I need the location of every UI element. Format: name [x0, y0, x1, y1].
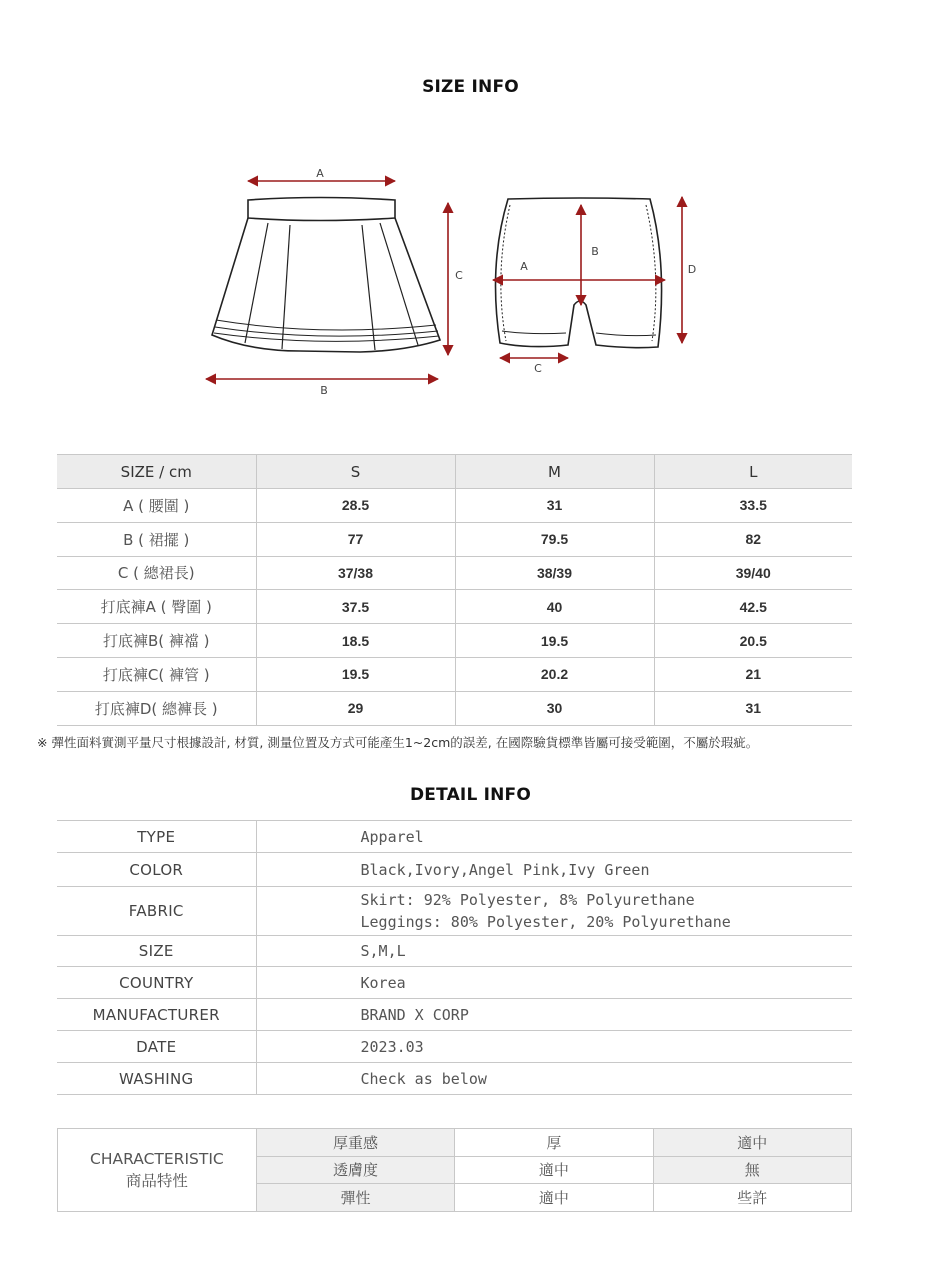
detail-key: SIZE	[57, 936, 256, 967]
value-cell: 79.5	[455, 522, 654, 556]
table-row	[57, 522, 852, 556]
size-header-label: SIZE / cm	[57, 455, 256, 489]
detail-row-fabric	[57, 887, 852, 936]
detail-value	[256, 967, 852, 999]
size-info-title: SIZE INFO	[422, 77, 519, 97]
size-header-s: S	[256, 455, 455, 489]
size-table	[57, 454, 852, 726]
value-cell: 21	[654, 657, 852, 691]
value-cell: 37/38	[256, 556, 455, 590]
detail-info-title: DETAIL INFO	[409, 785, 532, 805]
characteristic-option: 適中	[455, 1156, 653, 1184]
detail-value-line: Apparel	[360, 827, 424, 846]
value-cell: 38/39	[455, 556, 654, 590]
value-cell: 30	[455, 691, 654, 725]
detail-value	[256, 887, 852, 936]
row-label: A ( 腰圍 )	[57, 489, 256, 523]
leggings-label-d: D	[687, 263, 697, 276]
characteristic-table	[57, 1128, 852, 1212]
detail-key: DATE	[57, 1031, 256, 1063]
size-header-m: M	[455, 455, 654, 489]
detail-row-color	[57, 853, 852, 887]
detail-row-size	[57, 936, 852, 967]
characteristic-option: 適中	[455, 1184, 653, 1212]
detail-value-line: S,M,L	[360, 942, 406, 960]
detail-value-line: Leggings: 80% Polyester, 20% Polyurethane	[360, 913, 731, 931]
characteristic-label	[58, 1129, 257, 1212]
detail-value	[256, 999, 852, 1031]
value-cell: 28.5	[256, 489, 455, 523]
characteristic-name: 透膚度	[256, 1156, 454, 1184]
value-cell: 19.5	[256, 657, 455, 691]
characteristic-label-zh: 商品特性	[125, 1171, 188, 1190]
table-row	[57, 556, 852, 590]
skirt-label-c: C	[455, 269, 463, 282]
skirt-label-b: B	[320, 384, 328, 397]
detail-key: WASHING	[57, 1063, 256, 1095]
value-cell: 33.5	[654, 489, 852, 523]
characteristic-name: 彈性	[256, 1184, 454, 1212]
detail-value	[256, 821, 852, 853]
detail-key: COLOR	[57, 853, 256, 887]
table-row	[57, 691, 852, 725]
size-diagram-svg	[190, 155, 730, 405]
row-label: C ( 總裙長)	[57, 556, 256, 590]
detail-value-line: Skirt: 92% Polyester, 8% Polyurethane	[360, 891, 695, 909]
characteristic-name: 厚重感	[256, 1129, 454, 1157]
detail-row-washing	[57, 1063, 852, 1095]
value-cell: 37.5	[256, 590, 455, 624]
value-cell: 31	[654, 691, 852, 725]
characteristic-option: 無	[653, 1156, 851, 1184]
table-row	[57, 489, 852, 523]
value-cell: 20.5	[654, 624, 852, 658]
table-row	[57, 624, 852, 658]
detail-value-line: 2023.03	[360, 1037, 424, 1056]
value-cell: 18.5	[256, 624, 455, 658]
size-table-header	[57, 455, 852, 489]
detail-key: TYPE	[57, 821, 256, 853]
detail-value-line: Black,Ivory,Angel Pink,Ivy Green	[360, 860, 650, 879]
leggings-arrows	[493, 197, 682, 358]
detail-value	[256, 853, 852, 887]
size-diagram	[190, 155, 730, 405]
row-label: 打底褲D( 總褲長 )	[57, 691, 256, 725]
leggings-label-c: C	[534, 362, 542, 375]
characteristic-option: 些許	[653, 1184, 851, 1212]
leggings-label-b: B	[591, 245, 599, 258]
value-cell: 42.5	[654, 590, 852, 624]
skirt-label-a: A	[316, 167, 324, 180]
detail-key: COUNTRY	[57, 967, 256, 999]
row-label: 打底褲C( 褲管 )	[57, 657, 256, 691]
skirt-illustration	[212, 198, 440, 353]
size-header-l: L	[654, 455, 852, 489]
detail-row-date	[57, 1031, 852, 1063]
characteristic-option: 厚	[455, 1129, 653, 1157]
leggings-label-a: A	[520, 260, 528, 273]
value-cell: 20.2	[455, 657, 654, 691]
value-cell: 19.5	[455, 624, 654, 658]
row-label: 打底褲B( 褲襠 )	[57, 624, 256, 658]
value-cell: 31	[455, 489, 654, 523]
row-label: B ( 裙擺 )	[57, 522, 256, 556]
measurement-note: ※ 彈性面料實測平量尺寸根據設計, 材質, 測量位置及方式可能產生1~2cm的誤差, 在國際驗貨標準皆屬可接受範圍，不屬於瑕疵。	[37, 735, 759, 750]
table-row	[57, 590, 852, 624]
characteristic-row	[58, 1129, 852, 1157]
value-cell: 39/40	[654, 556, 852, 590]
value-cell: 40	[455, 590, 654, 624]
value-cell: 29	[256, 691, 455, 725]
table-row	[57, 657, 852, 691]
detail-value-line: Check as below	[360, 1069, 487, 1088]
detail-value	[256, 936, 852, 967]
detail-value	[256, 1063, 852, 1095]
detail-value-line: Korea	[360, 973, 406, 992]
value-cell: 82	[654, 522, 852, 556]
detail-row-manufacturer	[57, 999, 852, 1031]
detail-key: FABRIC	[57, 887, 256, 936]
detail-value	[256, 1031, 852, 1063]
value-cell: 77	[256, 522, 455, 556]
detail-row-country	[57, 967, 852, 999]
row-label: 打底褲A ( 臀圍 )	[57, 590, 256, 624]
characteristic-label-en: CHARACTERISTIC	[90, 1149, 224, 1168]
detail-key: MANUFACTURER	[57, 999, 256, 1031]
detail-value-line: BRAND X CORP	[360, 1005, 469, 1024]
detail-row-type	[57, 821, 852, 853]
characteristic-option: 適中	[653, 1129, 851, 1157]
detail-table	[57, 820, 852, 1095]
